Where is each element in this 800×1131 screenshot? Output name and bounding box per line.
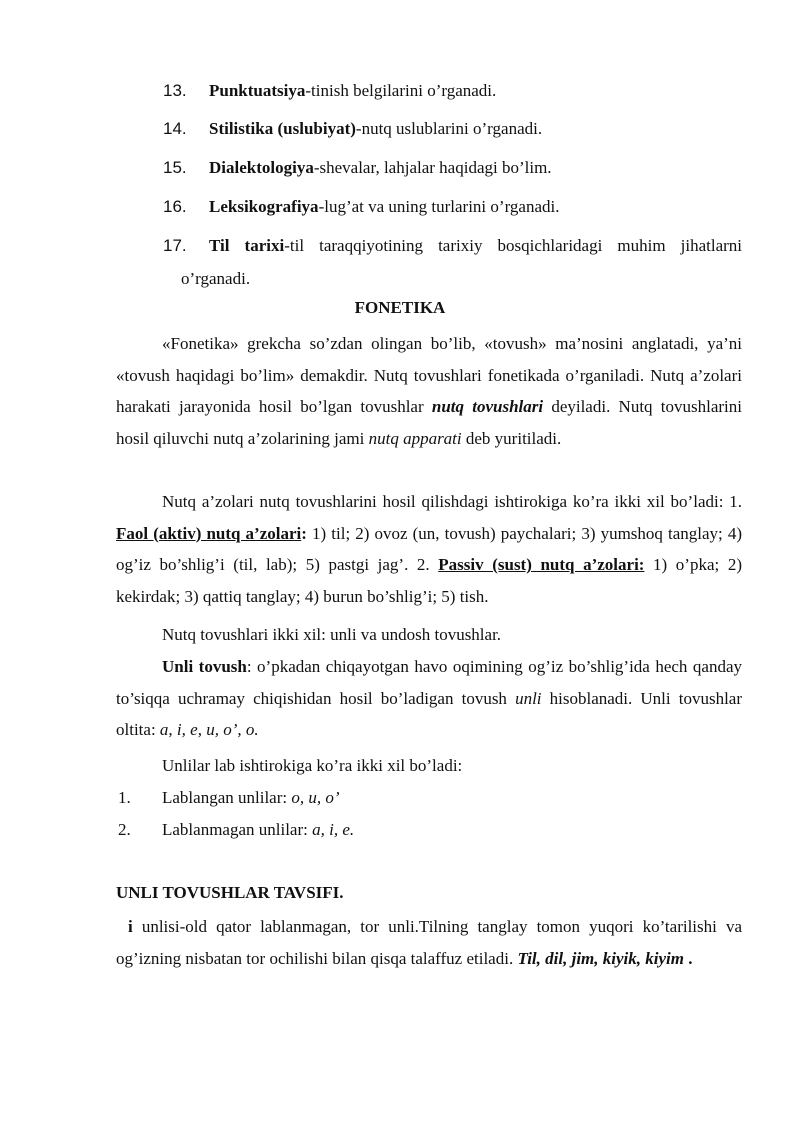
list-text-continuation: o’rganadi. — [181, 269, 251, 288]
list-text: -tinish belgilarini o’rganadi. — [305, 81, 497, 100]
list-term: Leksikografiya — [209, 197, 319, 216]
list-text: -til taraqqiyotining tarixiy bosqichlaridagi muhim jihatlarni — [284, 236, 743, 255]
text-run: deyiladi. Nutq tovushlarini hosil qiluvchi nutq a’zolarining jami — [116, 397, 742, 448]
text-run: «Fonetika» grekcha so’zdan olingan bo’lib, «tovush» ma’nosini anglatadi, ya’ni «tovush haqidagi bo’lim» demakdir. Nutq tovushlari fonetikada o’rganiladi. Nutq a’zolari harakati jarayonida hosil bo’lgan tovushlar — [116, 334, 742, 416]
paragraph: Unlilar lab ishtirokiga ko’ra ikki xil bo’ladi: — [162, 756, 463, 775]
list-number: 1. — [118, 788, 131, 807]
paragraph — [116, 486, 742, 612]
paragraph: Nutq tovushlari ikki xil: unli va undosh tovushlar. — [162, 625, 502, 644]
term-italic: a, i, e, u, o’, o. — [159, 720, 259, 739]
section-heading: FONETIKA — [354, 298, 446, 317]
list-item — [118, 819, 354, 841]
letter-bold: i — [128, 917, 133, 936]
list-term: Stilistika (uslubiyat) — [209, 119, 356, 138]
list-text: -nutq uslublarini o’rganadi. — [355, 119, 543, 138]
list-number: 13. — [163, 81, 187, 100]
list-term: Til tarixi — [209, 236, 285, 255]
paragraph — [116, 651, 742, 746]
list-number: 14. — [163, 119, 187, 138]
list-term: Punktuatsiya — [209, 81, 306, 100]
list-item — [163, 157, 743, 179]
text-run: : — [301, 523, 307, 543]
term-italic: unli — [515, 688, 542, 708]
text-run: unlisi-old qator lablanmagan, tor unli.Tilning tanglay tomon yuqori ko’tarilishi va og’izning nisbatan tor ochilishi bilan qisqa talaffuz etiladi. — [116, 917, 742, 968]
term-underlined: Faol (aktiv) nutq a’zolari — [116, 523, 302, 543]
list-term: Dialektologiya — [209, 158, 314, 177]
paragraph — [116, 328, 742, 454]
list-number: 2. — [118, 820, 131, 839]
term-underlined: Passiv (sust) nutq a’zolari: — [438, 555, 645, 574]
list-item — [163, 80, 743, 102]
list-item — [118, 787, 340, 809]
list-item — [163, 235, 742, 257]
list-item — [163, 118, 743, 140]
list-text: -lug’at va uning turlarini o’rganadi. — [318, 197, 560, 216]
text-run: . — [683, 948, 693, 968]
text-run: : o’pkadan chiqayotgan havo oqimining og’iz bo’shlig’ida hech qanday to’siqqa uchramay chiqishidan hosil bo’ladigan tovush — [116, 657, 742, 708]
examples-emphasis: Til, dil, jim, kiyik, kiyim — [517, 948, 684, 968]
list-text: Lablangan unlilar: — [162, 788, 292, 807]
term-emphasis: nutq tovushlari — [431, 397, 544, 416]
section-title: UNLI TOVUSHLAR TAVSIFI. — [116, 883, 344, 902]
list-text: -shevalar, lahjalar haqidagi bo’lim. — [313, 158, 552, 177]
paragraph — [116, 911, 742, 974]
list-item — [163, 196, 743, 218]
text-run: 1) o’pka; 2) kekirdak; 3) qattiq tanglay; 4) burun bo’shlig’i; 5) tish. — [116, 555, 742, 606]
list-number: 15. — [163, 158, 187, 177]
list-number: 16. — [163, 197, 187, 216]
term-bold: Unli tovush — [162, 657, 247, 676]
text-run: Nutq a’zolari nutq tovushlarini hosil qilishdagi ishtirokiga ko’ra ikki xil bo’ladi: 1. — [162, 492, 742, 511]
text-run: hisoblanadi. Unli tovushlar oltita: — [116, 688, 742, 739]
term-italic: nutq apparati — [368, 428, 462, 448]
text-run: 1) til; 2) ovoz (un, tovush) paychalari; 3) yumshoq tanglay; 4) og’iz bo’shlig’i (til, lab); 5) pastgi jag’. 2. — [116, 523, 743, 574]
list-number: 17. — [163, 236, 187, 255]
list-text: Lablanmagan unlilar: — [162, 820, 313, 839]
list-italic: a, i, e. — [312, 820, 355, 839]
text-run: deb yuritiladi. — [461, 428, 562, 448]
list-italic: o, u, o’ — [291, 788, 340, 807]
